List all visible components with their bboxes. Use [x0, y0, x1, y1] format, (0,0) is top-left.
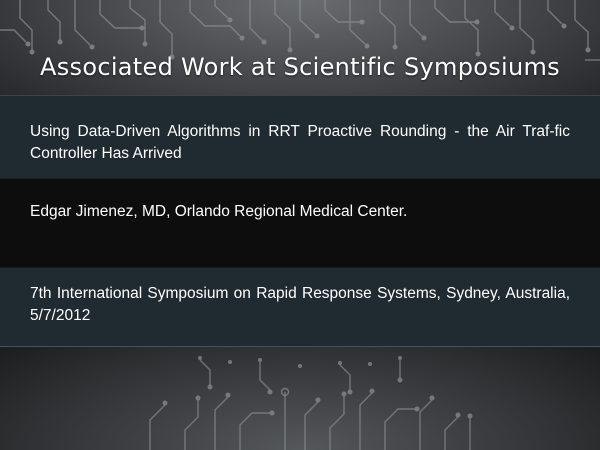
paper-title-text: Using Data-Driven Algorithms in RRT Proactive Rounding - the Air Traf-fic Controller Has Arrived [30, 123, 570, 162]
slide-title: Associated Work at Scientific Symposiums [40, 53, 560, 81]
venue-text: 7th International Symposium on Rapid Response Systems, Sydney, Australia, 5/7/2012 [30, 285, 570, 324]
paper-title-band [0, 95, 600, 178]
author-text: Edgar Jimenez, MD, Orlando Regional Medical Center. [30, 203, 408, 220]
venue-band [0, 268, 600, 347]
author-band [0, 179, 600, 267]
